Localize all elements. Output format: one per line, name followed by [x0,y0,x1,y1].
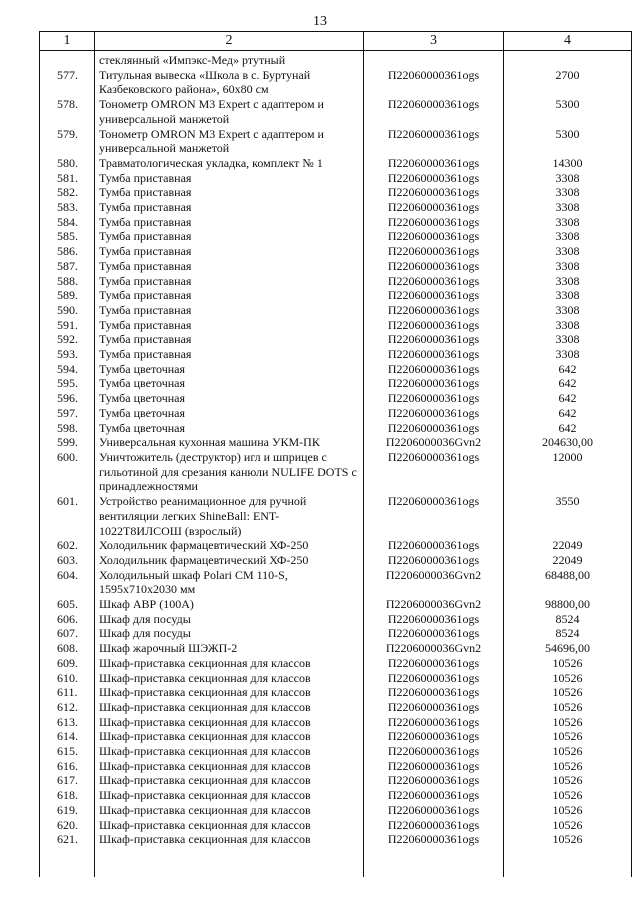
item-price: 10526 [504,715,632,730]
table-row [40,259,632,274]
item-name: Тумба приставная [95,318,364,333]
row-number: 621. [40,832,95,877]
row-number: 592. [40,332,95,347]
table-row [40,641,632,656]
item-price: 2700 [504,68,632,97]
row-number: 578. [40,97,95,126]
item-price: 10526 [504,759,632,774]
row-number: 609. [40,656,95,671]
row-number: 594. [40,362,95,377]
item-name: Шкаф жарочный ШЭЖП-2 [95,641,364,656]
row-number: 577. [40,68,95,97]
row-number: 586. [40,244,95,259]
inventory-code: П22060000361ogs [364,185,504,200]
inventory-code: П22060000361ogs [364,229,504,244]
item-name: Тумба приставная [95,259,364,274]
item-price: 14300 [504,156,632,171]
row-number: 619. [40,803,95,818]
row-number: 582. [40,185,95,200]
row-number: 580. [40,156,95,171]
inventory-code: П22060000361ogs [364,362,504,377]
inventory-code: П22060000361ogs [364,244,504,259]
inventory-code: П22060000361ogs [364,347,504,362]
inventory-code: П22060000361ogs [364,259,504,274]
item-name: Тумба цветочная [95,376,364,391]
row-number [40,51,95,68]
row-number: 583. [40,200,95,215]
inventory-code: П22060000361ogs [364,97,504,126]
inventory-code: П22060000361ogs [364,553,504,568]
inventory-code: П22060000361ogs [364,685,504,700]
table-row [40,97,632,126]
item-name: Шкаф-приставка секционная для классов [95,715,364,730]
item-name: Устройство реанимационное для ручной вентиляции легких ShineBall: ENT-1022T8ИЛСОШ (взрослый) [95,494,364,538]
table-row [40,803,632,818]
table-row [40,626,632,641]
item-price: 10526 [504,671,632,686]
table-row [40,553,632,568]
item-name: Тумба приставная [95,200,364,215]
table-row [40,127,632,156]
item-price: 10526 [504,685,632,700]
item-name: Шкаф-приставка секционная для классов [95,803,364,818]
item-name: Шкаф-приставка секционная для классов [95,832,364,877]
item-price: 10526 [504,803,632,818]
item-price: 8524 [504,612,632,627]
item-name: Холодильник фармацевтический ХФ-250 [95,538,364,553]
item-name: Травматологическая укладка, комплект № 1 [95,156,364,171]
inventory-code: П22060000361ogs [364,656,504,671]
item-name: Шкаф для посуды [95,626,364,641]
item-price: 5300 [504,127,632,156]
row-number: 617. [40,773,95,788]
inventory-code [364,51,504,68]
row-number: 616. [40,759,95,774]
inventory-code: П22060000361ogs [364,832,504,877]
column-header-price: 4 [504,32,632,51]
table-row [40,288,632,303]
table-row [40,303,632,318]
item-name: Тумба приставная [95,171,364,186]
table-row [40,68,632,97]
item-price: 3308 [504,274,632,289]
inventory-code: П22060000361ogs [364,773,504,788]
item-name: Тонометр OMRON M3 Expert с адаптером и универсальной манжетой [95,127,364,156]
inventory-code: П22060000361ogs [364,729,504,744]
item-price: 3308 [504,318,632,333]
item-name: Шкаф-приставка секционная для классов [95,773,364,788]
table-row [40,229,632,244]
table-row [40,406,632,421]
item-price: 22049 [504,553,632,568]
row-number: 599. [40,435,95,450]
column-header-name: 2 [95,32,364,51]
item-price: 642 [504,406,632,421]
inventory-code: П22060000361ogs [364,127,504,156]
item-price: 3308 [504,288,632,303]
row-number: 588. [40,274,95,289]
table-row [40,597,632,612]
inventory-code: П22060000361ogs [364,406,504,421]
table-row [40,685,632,700]
item-price: 54696,00 [504,641,632,656]
inventory-code: П22060000361ogs [364,803,504,818]
column-header-number: 1 [40,32,95,51]
item-price: 642 [504,421,632,436]
inventory-code: П22060000361ogs [364,200,504,215]
inventory-code: П22060000361ogs [364,715,504,730]
item-name: Тумба цветочная [95,362,364,377]
inventory-code: П22060000361ogs [364,274,504,289]
inventory-code: П22060000361ogs [364,171,504,186]
item-price: 10526 [504,700,632,715]
table-row [40,700,632,715]
item-name: Тумба цветочная [95,391,364,406]
item-name: Тумба приставная [95,215,364,230]
row-number: 593. [40,347,95,362]
item-name: Шкаф-приставка секционная для классов [95,788,364,803]
table-row [40,318,632,333]
row-number: 611. [40,685,95,700]
table-row [40,715,632,730]
row-number: 603. [40,553,95,568]
item-price: 3308 [504,303,632,318]
row-number: 607. [40,626,95,641]
table-row [40,744,632,759]
item-price: 3308 [504,244,632,259]
table-row [40,832,632,877]
item-price: 8524 [504,626,632,641]
row-number: 610. [40,671,95,686]
item-price: 3308 [504,185,632,200]
inventory-code: П22060000361ogs [364,450,504,494]
column-header-code: 3 [364,32,504,51]
row-number: 602. [40,538,95,553]
row-number: 589. [40,288,95,303]
row-number: 614. [40,729,95,744]
table-row [40,156,632,171]
item-name: Шкаф-приставка секционная для классов [95,744,364,759]
table-row [40,656,632,671]
page-number: 13 [313,14,327,29]
item-name: Универсальная кухонная машина УКМ-ПК [95,435,364,450]
item-price: 3308 [504,259,632,274]
row-number: 598. [40,421,95,436]
row-number: 605. [40,597,95,612]
item-name: Тумба приставная [95,347,364,362]
item-price: 3308 [504,229,632,244]
table-header-row [40,32,632,51]
item-price: 3308 [504,347,632,362]
inventory-code: П2206000036Gvn2 [364,597,504,612]
inventory-code: П22060000361ogs [364,376,504,391]
table-row [40,51,632,68]
item-price: 10526 [504,729,632,744]
item-name: Тонометр OMRON M3 Expert с адаптером и универсальной манжетой [95,97,364,126]
table-row [40,494,632,538]
table-row [40,215,632,230]
inventory-code: П22060000361ogs [364,759,504,774]
item-name: Шкаф-приставка секционная для классов [95,818,364,833]
inventory-code: П22060000361ogs [364,818,504,833]
inventory-code: П2206000036Gvn2 [364,641,504,656]
inventory-code: П22060000361ogs [364,332,504,347]
item-name: Тумба приставная [95,288,364,303]
row-number: 596. [40,391,95,406]
item-name: Тумба приставная [95,185,364,200]
item-name: Шкаф-приставка секционная для классов [95,671,364,686]
item-price: 10526 [504,744,632,759]
row-number: 585. [40,229,95,244]
item-name: Шкаф-приставка секционная для классов [95,685,364,700]
item-name: Тумба цветочная [95,406,364,421]
item-name: Шкаф-приставка секционная для классов [95,729,364,744]
row-number: 613. [40,715,95,730]
table-row [40,347,632,362]
inventory-code: П22060000361ogs [364,626,504,641]
item-price: 10526 [504,773,632,788]
table-row [40,671,632,686]
item-price: 3308 [504,171,632,186]
row-number: 618. [40,788,95,803]
row-number: 620. [40,818,95,833]
item-name: Холодильник фармацевтический ХФ-250 [95,553,364,568]
inventory-code: П22060000361ogs [364,68,504,97]
item-price: 3550 [504,494,632,538]
item-name: Тумба цветочная [95,421,364,436]
inventory-code: П22060000361ogs [364,215,504,230]
item-name: Тумба приставная [95,229,364,244]
inventory-code: П22060000361ogs [364,612,504,627]
row-number: 581. [40,171,95,186]
table-row [40,538,632,553]
item-name: Тумба приставная [95,332,364,347]
row-number: 584. [40,215,95,230]
item-name: Холодильный шкаф Polari CM 110-S, 1595х710х2030 мм [95,568,364,597]
table-row [40,435,632,450]
inventory-code: П22060000361ogs [364,391,504,406]
item-name: Шкаф-приставка секционная для классов [95,656,364,671]
row-number: 595. [40,376,95,391]
table-row [40,450,632,494]
item-price: 204630,00 [504,435,632,450]
item-name: Шкаф для посуды [95,612,364,627]
item-price [504,51,632,68]
row-number: 579. [40,127,95,156]
item-price: 642 [504,362,632,377]
inventory-code: П2206000036Gvn2 [364,568,504,597]
item-price: 12000 [504,450,632,494]
item-name: Титульная вывеска «Школа в с. Буртунай Казбековского района», 60х80 см [95,68,364,97]
table-row [40,185,632,200]
inventory-code: П22060000361ogs [364,318,504,333]
item-name: Шкаф АВР (100А) [95,597,364,612]
table-row [40,244,632,259]
table-row [40,568,632,597]
table-row [40,612,632,627]
table-row [40,171,632,186]
inventory-code: П22060000361ogs [364,700,504,715]
table-row [40,818,632,833]
item-name: Тумба приставная [95,274,364,289]
row-number: 600. [40,450,95,494]
row-number: 608. [40,641,95,656]
inventory-code: П22060000361ogs [364,538,504,553]
item-price: 22049 [504,538,632,553]
inventory-code: П22060000361ogs [364,788,504,803]
inventory-code: П22060000361ogs [364,303,504,318]
item-price: 5300 [504,97,632,126]
row-number: 597. [40,406,95,421]
inventory-table [39,31,632,877]
item-price: 10526 [504,832,632,877]
table-row [40,773,632,788]
inventory-code: П22060000361ogs [364,288,504,303]
table-row [40,391,632,406]
item-price: 98800,00 [504,597,632,612]
item-price: 3308 [504,332,632,347]
row-number: 604. [40,568,95,597]
item-price: 68488,00 [504,568,632,597]
row-number: 615. [40,744,95,759]
item-price: 10526 [504,656,632,671]
table-row [40,200,632,215]
table-row [40,274,632,289]
row-number: 587. [40,259,95,274]
item-name: Тумба приставная [95,244,364,259]
item-price: 10526 [504,788,632,803]
row-number: 591. [40,318,95,333]
item-price: 10526 [504,818,632,833]
table-row [40,788,632,803]
row-number: 601. [40,494,95,538]
inventory-code: П22060000361ogs [364,671,504,686]
inventory-code: П22060000361ogs [364,156,504,171]
item-price: 642 [504,391,632,406]
item-name: стеклянный «Импэкс-Мед» ртутный [95,51,364,68]
table-row [40,332,632,347]
table-row [40,362,632,377]
inventory-code: П2206000036Gvn2 [364,435,504,450]
inventory-code: П22060000361ogs [364,494,504,538]
row-number: 590. [40,303,95,318]
inventory-code: П22060000361ogs [364,421,504,436]
row-number: 606. [40,612,95,627]
table-row [40,376,632,391]
table-row [40,421,632,436]
item-name: Шкаф-приставка секционная для классов [95,700,364,715]
item-price: 3308 [504,200,632,215]
item-name: Уничтожитель (деструктор) игл и шприцев с гильотиной для срезания канюли NULIFE DOTS с принадлежностями [95,450,364,494]
item-price: 642 [504,376,632,391]
row-number: 612. [40,700,95,715]
table-row [40,729,632,744]
table-row [40,759,632,774]
item-name: Шкаф-приставка секционная для классов [95,759,364,774]
item-name: Тумба приставная [95,303,364,318]
item-price: 3308 [504,215,632,230]
inventory-code: П22060000361ogs [364,744,504,759]
